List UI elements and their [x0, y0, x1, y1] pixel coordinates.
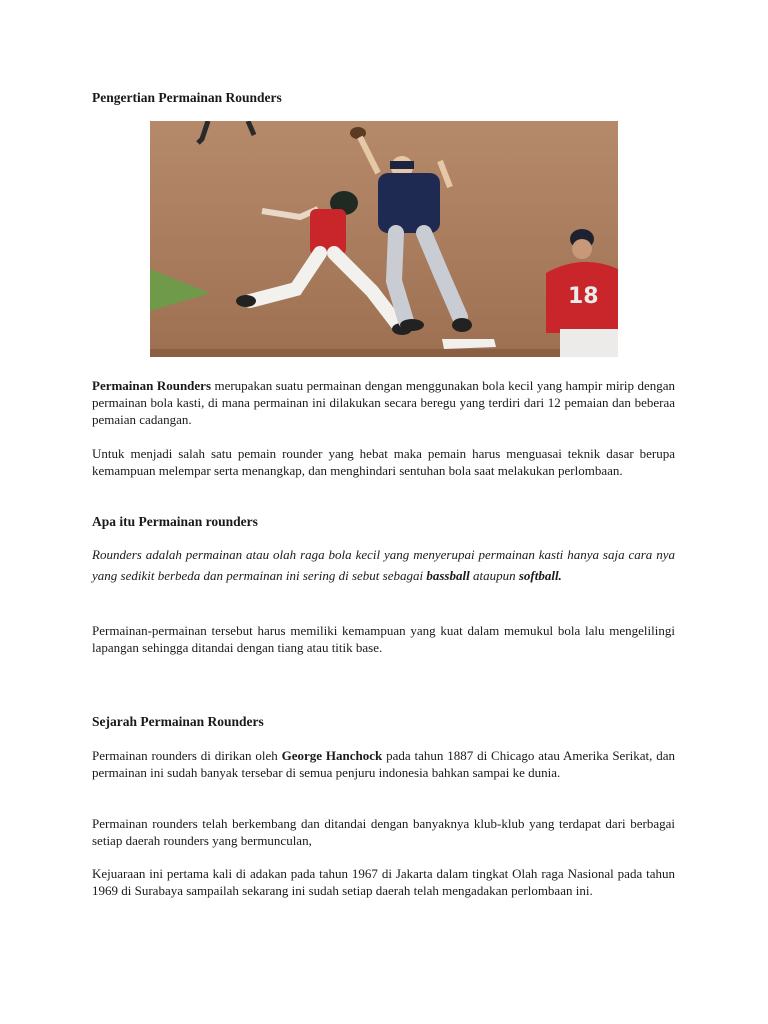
para-definisi-italic — [92, 544, 675, 586]
baseball-photo — [150, 121, 618, 357]
para-pengertian-2: Untuk menjadi salah satu pemain rounder yang hebat maka pemain harus menguasai teknik dasar berupa kemampuan melempar serta menangkap, dan menghindari sentuhan bola saat melakukan perlombaan. — [92, 446, 675, 478]
para-sejarah-2: Permainan rounders telah berkembang dan ditandai dengan banyaknya klub-klub yang terdapat dari berbagai setiap daerah rounders yang bermunculan, — [92, 816, 675, 848]
term-permainan-rounders: Permainan Rounders — [92, 378, 212, 393]
sejarah-1-a: Permainan rounders di dirikan oleh — [92, 748, 282, 763]
para-pengertian-1 — [92, 377, 675, 428]
term-softball: softball. — [518, 568, 562, 583]
para-sejarah-1 — [92, 747, 675, 781]
para-sejarah-3: Kejuaraan ini pertama kali di adakan pada tahun 1967 di Jakarta dalam tingkat Olah raga Nasional pada tahun 1969 di Surabaya sampailah sekarang ini sudah setiap daerah telah mengadakan perlombaan ini. — [92, 866, 675, 898]
para-pengertian-1-text: merupakan suatu permainan dengan menggunakan bola kecil yang hampir mirip dengan permainan bola kasti, di mana permainan ini dilakukan secara beregu yang terdiri dari 12 pemaian dan beberaa pemaian cadangan. — [92, 378, 675, 427]
para-apa-itu: Permainan-permainan tersebut harus memiliki kemampuan yang kuat dalam memukul bola lalu mengelilingi lapangan sehingga ditandai dengan tiang atau titik base. — [92, 623, 675, 655]
definisi-text: Rounders adalah permainan atau olah raga bola kecil yang menyerupai permainan kasti hanya saja cara nya yang sedikit berbeda dan permainan ini sering di sebut sebagai — [92, 547, 675, 583]
term-george-hanchock: George Hanchock — [281, 748, 383, 763]
heading-pengertian: Pengertian Permainan Rounders — [92, 90, 282, 105]
heading-sejarah: Sejarah Permainan Rounders — [92, 714, 264, 729]
definisi-connector: ataupun — [469, 568, 519, 583]
sejarah-1-b: pada tahun 1887 di Chicago atau Amerika Serikat, dan permainan ini sudah banyak tersebar di semua penjuru indonesia bahkan sampai ke dunia. — [92, 748, 676, 780]
jersey-number: 18 — [568, 284, 599, 309]
heading-apa-itu: Apa itu Permainan rounders — [92, 514, 258, 529]
term-bassball: bassball — [426, 568, 470, 583]
